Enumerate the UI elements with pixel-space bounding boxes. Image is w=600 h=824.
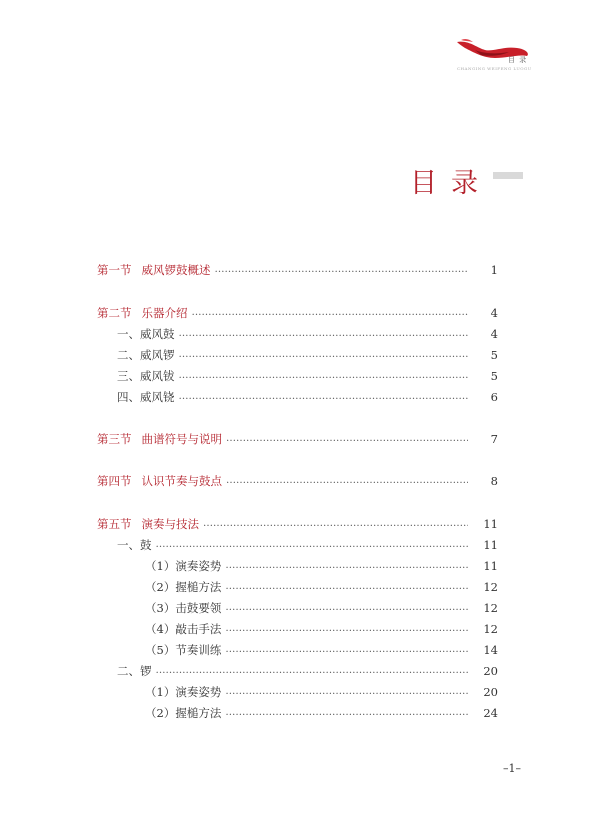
toc-entry-page: 24 [483,706,498,720]
dot-leader [226,431,468,447]
toc-entry-page: 7 [490,432,498,446]
dot-leader [215,262,469,278]
toc-entry[interactable] [145,684,498,700]
toc-entry-number: （1） [145,685,176,699]
toc-entry[interactable] [145,600,498,616]
toc-entry-label: 威风鼓 [140,327,175,341]
toc-entry-number: 第一节 [97,263,132,277]
toc-entry[interactable] [145,642,498,658]
toc-entry-label: 演奏姿势 [175,559,222,573]
toc-entry[interactable] [145,558,498,574]
toc-entry-label: 敲击手法 [175,622,222,636]
toc-entry-number: 二、 [117,348,140,362]
dot-leader [179,368,469,384]
toc-entry-label: 威风铙 [140,390,175,404]
toc-entry-number: 第三节 [97,432,132,446]
toc-entry-number: 第五节 [97,517,132,531]
toc-entry[interactable] [97,262,498,278]
dot-leader [225,642,468,658]
page-number: –1– [503,762,521,775]
toc-entry[interactable] [117,537,498,553]
toc-entry-label: 威风锣鼓概述 [141,263,211,277]
dot-leader [225,621,468,637]
dot-leader [226,473,468,489]
dot-leader [156,537,469,553]
title-decoration-bar [493,172,523,179]
toc-entry-page: 20 [483,664,498,678]
toc-entry-page: 11 [483,559,498,573]
toc-entry-label: 演奏与技法 [141,517,199,531]
toc-entry-page: 20 [483,685,498,699]
toc-entry[interactable] [145,621,498,637]
toc-entry-page: 1 [490,263,498,277]
toc-entry-number: 二、 [117,664,140,678]
toc-entry-number: （1） [145,559,176,573]
toc-entry[interactable] [117,663,498,679]
dot-leader [203,516,468,532]
toc-entry-page: 5 [490,348,498,362]
toc-entry-page: 4 [490,327,498,341]
toc-entry-page: 11 [483,517,498,531]
toc-entry-page: 12 [483,622,498,636]
logo-caption: 目 录 [508,56,528,64]
toc-entry-number: （5） [145,643,176,657]
book-logo [455,36,535,78]
toc-entry-page: 5 [490,369,498,383]
dot-leader [225,558,468,574]
dot-leader [225,600,468,616]
toc-entry-label: 鼓 [140,538,152,552]
dot-leader [225,579,468,595]
toc-entry-number: （4） [145,622,176,636]
toc-entry-label: 威风钹 [140,369,175,383]
toc-entry[interactable] [97,473,498,489]
toc-entry[interactable] [145,579,498,595]
toc-entry-page: 6 [490,390,498,404]
toc-entry[interactable] [97,516,498,532]
toc-entry-label: 认识节奏与鼓点 [141,474,222,488]
toc-entry-label: 握槌方法 [175,580,222,594]
toc-entry-label: 节奏训练 [175,643,222,657]
toc-entry[interactable] [117,347,498,363]
toc-entry[interactable] [117,368,498,384]
toc-entry-number: 四、 [117,390,140,404]
toc-entry-page: 8 [490,474,498,488]
toc-entry-number: 第二节 [97,306,132,320]
toc-entry-page: 14 [483,643,498,657]
toc-entry-page: 4 [490,306,498,320]
dot-leader [179,326,469,342]
toc-entry[interactable] [97,431,498,447]
toc-entry-label: 锣 [140,664,152,678]
dot-leader [179,389,469,405]
dot-leader [179,347,469,363]
toc-entry[interactable] [117,326,498,342]
toc-entry-page: 12 [483,580,498,594]
toc-entry-number: 三、 [117,369,140,383]
toc-entry-label: 乐器介绍 [141,306,188,320]
toc-entry[interactable] [97,305,498,321]
toc-entry[interactable] [117,389,498,405]
toc-entry-label: 握槌方法 [175,706,222,720]
toc-entry-number: 第四节 [97,474,132,488]
toc-entry-number: 一、 [117,538,140,552]
dot-leader [156,663,469,679]
toc-entry-number: （2） [145,706,176,720]
dot-leader [225,684,468,700]
toc-entry-number: （2） [145,580,176,594]
toc-entry[interactable] [145,705,498,721]
dot-leader [225,705,468,721]
toc-entry-label: 曲谱符号与说明 [141,432,222,446]
toc-entry-label: 威风锣 [140,348,175,362]
page-title: 目录 [410,168,492,199]
logo-subtext: CHANGING WEIFENG LUOGU [457,66,532,71]
toc-entry-label: 击鼓要领 [175,601,222,615]
toc-entry-number: 一、 [117,327,140,341]
toc-entry-label: 演奏姿势 [175,685,222,699]
toc-entry-page: 12 [483,601,498,615]
toc-entry-page: 11 [483,538,498,552]
dot-leader [192,305,469,321]
toc-entry-number: （3） [145,601,176,615]
